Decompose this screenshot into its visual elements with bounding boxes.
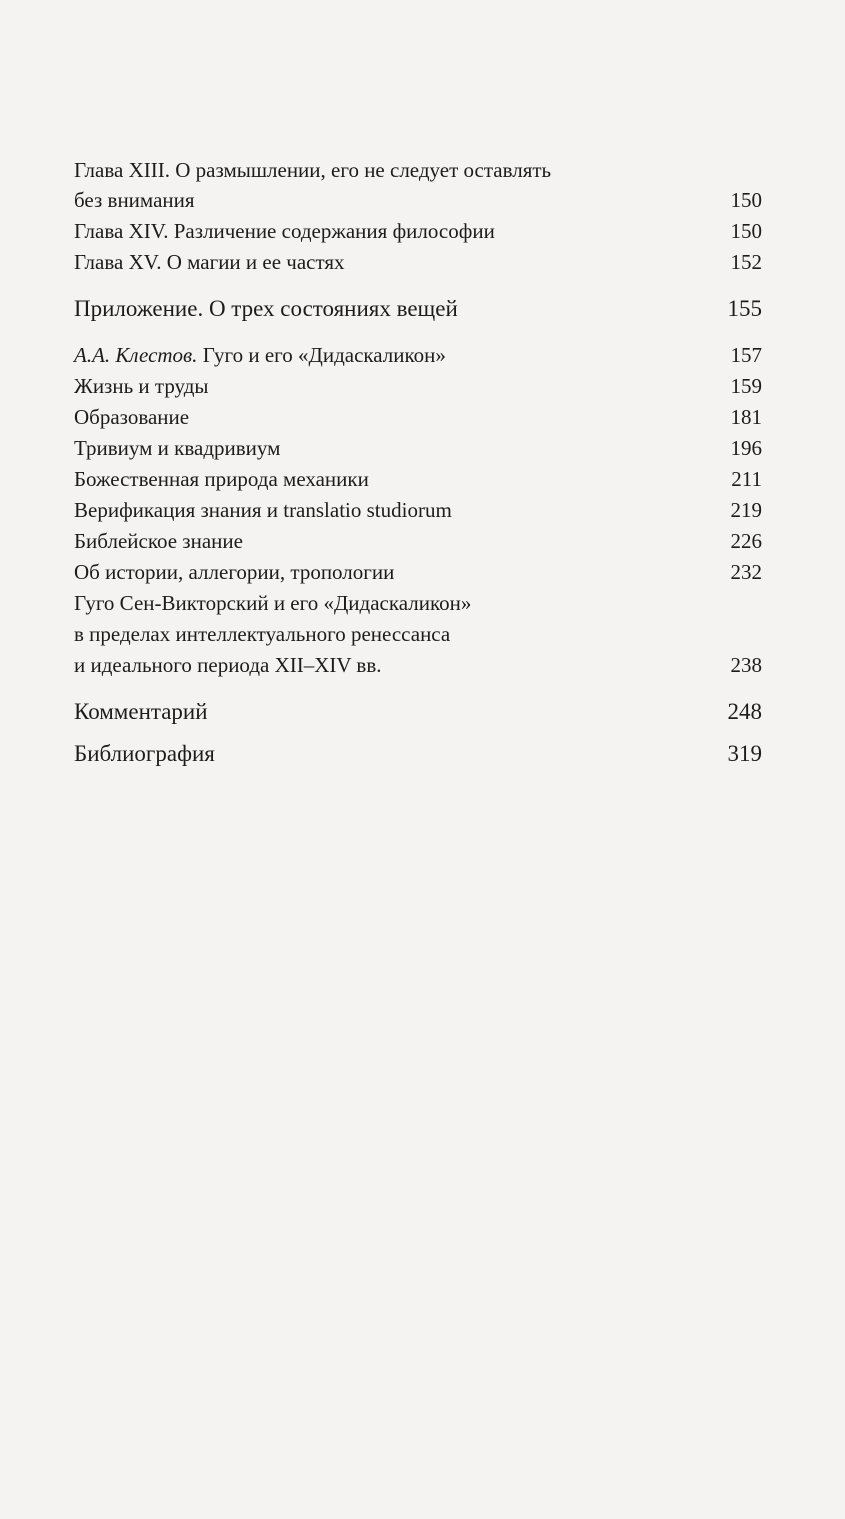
toc-entry-title: Гуго и его «Дидаскаликон» xyxy=(202,343,446,367)
toc-entry-page: 150 xyxy=(730,188,762,212)
toc-entry-title: Верификация знания и translatio studiorum xyxy=(74,498,452,522)
toc-entry-title: Тривиум и квадривиум xyxy=(74,436,281,460)
toc-entry-page: 181 xyxy=(730,405,762,429)
toc-entry-page: 159 xyxy=(730,374,762,398)
toc-entry-title: Глава XIV. Различение содержания философии xyxy=(74,219,495,243)
toc-entry-title: Жизнь и труды xyxy=(74,374,209,398)
toc-entry-page: 226 xyxy=(730,529,762,553)
toc-entry-title: Глава XV. О магии и ее частях xyxy=(74,250,345,274)
toc-entry-title: Приложение. О трех состояниях вещей xyxy=(74,296,458,321)
toc-entry-title: Библейское знание xyxy=(74,529,243,553)
toc-entry-page: 152 xyxy=(730,250,762,274)
toc-entry-page: 157 xyxy=(730,343,762,367)
bleed-through-text xyxy=(120,640,740,1240)
toc-entry-author: А.А. Клестов. xyxy=(74,343,198,367)
toc-entry-title: Божественная природа механики xyxy=(74,467,369,491)
toc-entry-title: и идеального периода XII–XIV вв. xyxy=(74,653,382,677)
toc-entry-title: в пределах интеллектуального ренессанса xyxy=(74,622,451,646)
toc-entry-title: Комментарий xyxy=(74,699,208,724)
toc-entry-page: 238 xyxy=(730,653,762,677)
toc-entry-page: 150 xyxy=(730,219,762,243)
toc-entry-page: 211 xyxy=(731,467,762,491)
toc-entry-title: без внимания xyxy=(74,188,195,212)
toc-entry-page: 155 xyxy=(727,296,762,321)
toc-entry-title: Глава XIII. О размышлении, его не следует оставлять xyxy=(74,158,552,182)
toc-entry-title: Об истории, аллегории, тропологии xyxy=(74,560,395,584)
toc-entry-title: Образование xyxy=(74,405,190,429)
toc-entry-page: 232 xyxy=(730,560,762,584)
toc-entry-page: 196 xyxy=(730,436,762,460)
toc-entry-title: Гуго Сен-Викторский и его «Дидаскаликон» xyxy=(74,591,472,615)
toc-entry-page: 248 xyxy=(727,699,762,724)
toc-entry-page: 319 xyxy=(727,741,762,766)
toc-entry-page: 219 xyxy=(730,498,762,522)
toc-entry-title: Библиография xyxy=(74,741,215,766)
toc-entry-title-wrap xyxy=(74,341,446,369)
